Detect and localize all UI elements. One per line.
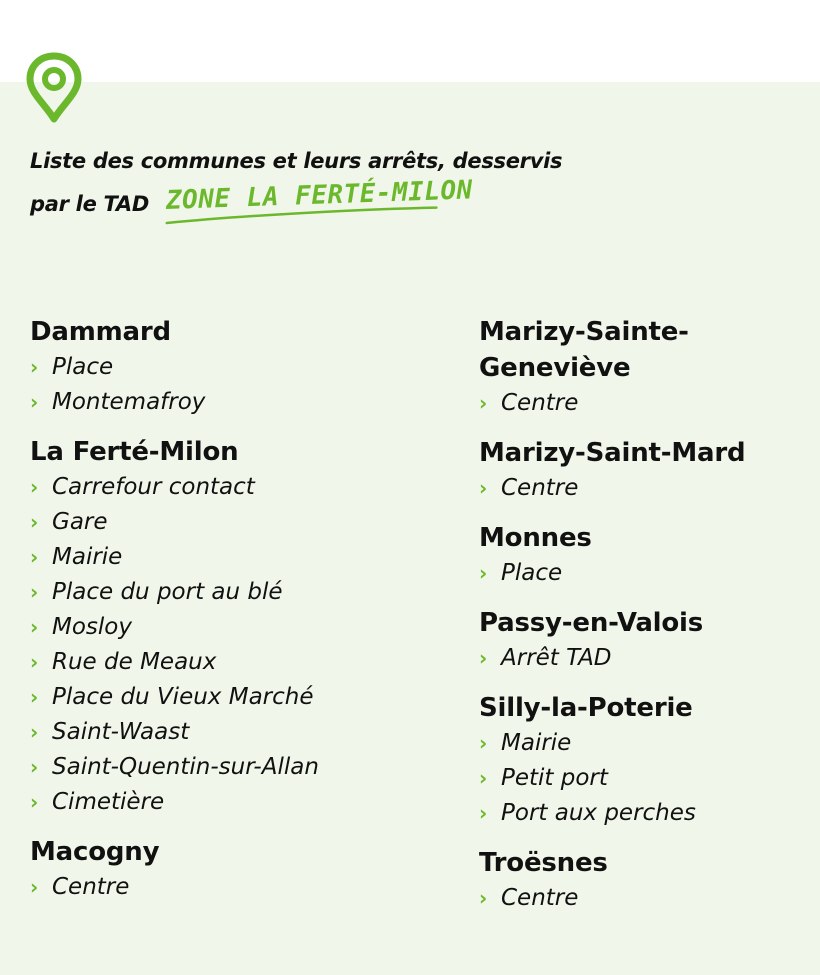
stop-list (479, 641, 814, 676)
chevron-right-icon: › (30, 720, 39, 744)
chevron-right-icon: › (30, 510, 39, 534)
stop-label: Carrefour contact (52, 474, 255, 500)
commune-passy-en-valois (479, 605, 814, 676)
stop-item (479, 641, 814, 676)
stop-list (479, 881, 814, 916)
stop-list (479, 726, 814, 831)
intro-text (30, 140, 562, 225)
stop-label: Mairie (52, 544, 123, 570)
commune-name: Troësnes (479, 848, 608, 878)
commune-name-line: Geneviève (479, 353, 631, 383)
stop-item (30, 470, 450, 505)
stop-label: Montemafroy (52, 389, 206, 415)
stop-item (30, 505, 450, 540)
chevron-right-icon: › (30, 875, 39, 899)
stop-item (30, 575, 450, 610)
stop-label: Arrêt TAD (501, 645, 612, 671)
commune-name-line: Marizy-Sainte- (479, 317, 689, 347)
stop-item (30, 870, 450, 905)
stop-label: Saint-Quentin-sur-Allan (52, 754, 319, 780)
chevron-right-icon: › (479, 391, 488, 415)
intro-line-2 (30, 175, 562, 225)
commune-name: Silly-la-Poterie (479, 693, 693, 723)
intro-line-2-text: par le TAD (30, 192, 150, 216)
chevron-right-icon: › (479, 886, 488, 910)
stop-item (479, 471, 814, 506)
location-pin-icon (25, 52, 83, 124)
commune-name: Marizy-Saint-Mard (479, 438, 746, 468)
stop-item (479, 386, 814, 421)
intro-line-1: Liste des communes et leurs arrêts, desservis (30, 149, 563, 173)
stop-item (30, 785, 450, 820)
chevron-right-icon: › (30, 615, 39, 639)
stop-label: Gare (52, 509, 108, 535)
stop-item (30, 350, 450, 385)
stop-list (30, 870, 450, 905)
communes-column-left (30, 314, 450, 919)
stop-label: Petit port (501, 765, 608, 791)
stop-label: Place du port au blé (52, 579, 283, 605)
communes-column-right (479, 314, 814, 930)
commune-marizy-sainte-genevieve (479, 314, 814, 421)
stop-label: Rue de Meaux (52, 649, 217, 675)
stop-item (30, 645, 450, 680)
stop-label: Mairie (501, 730, 572, 756)
chevron-right-icon: › (30, 475, 39, 499)
stop-item (479, 761, 814, 796)
commune-troesnes (479, 845, 814, 916)
stop-item (479, 796, 814, 831)
commune-monnes (479, 520, 814, 591)
stop-label: Saint-Waast (52, 719, 190, 745)
chevron-right-icon: › (30, 355, 39, 379)
commune-marizy-saint-mard (479, 435, 814, 506)
chevron-right-icon: › (479, 561, 488, 585)
stop-label: Place (501, 560, 563, 586)
chevron-right-icon: › (30, 790, 39, 814)
chevron-right-icon: › (479, 476, 488, 500)
chevron-right-icon: › (479, 646, 488, 670)
stop-label: Place (52, 354, 114, 380)
chevron-right-icon: › (30, 755, 39, 779)
stop-label: Centre (501, 475, 579, 501)
stop-list (479, 556, 814, 591)
commune-macogny (30, 834, 450, 905)
commune-name: Passy-en-Valois (479, 608, 704, 638)
commune-name: Macogny (30, 837, 160, 867)
chevron-right-icon: › (30, 685, 39, 709)
stop-list (479, 471, 814, 506)
stop-label: Port aux perches (501, 800, 696, 826)
commune-name: Monnes (479, 523, 592, 553)
stop-label: Mosloy (52, 614, 132, 640)
commune-la-ferte-milon (30, 434, 450, 820)
stop-item (30, 680, 450, 715)
stop-label: Centre (501, 885, 579, 911)
stop-item (479, 881, 814, 916)
chevron-right-icon: › (479, 766, 488, 790)
zone-label-text: ZONE LA FERTÉ-MILON (165, 175, 474, 216)
stop-item (30, 715, 450, 750)
stop-label: Centre (52, 874, 130, 900)
stop-item (479, 556, 814, 591)
stop-item (30, 385, 450, 420)
stop-list (30, 350, 450, 420)
chevron-right-icon: › (479, 731, 488, 755)
commune-name: La Ferté-Milon (30, 437, 239, 467)
stop-item (30, 540, 450, 575)
commune-name: Dammard (30, 317, 171, 347)
chevron-right-icon: › (30, 545, 39, 569)
stop-label: Centre (501, 390, 579, 416)
commune-name (479, 314, 814, 386)
chevron-right-icon: › (479, 801, 488, 825)
stop-label: Place du Vieux Marché (52, 684, 314, 710)
chevron-right-icon: › (30, 390, 39, 414)
chevron-right-icon: › (30, 650, 39, 674)
stop-item (479, 726, 814, 761)
stop-label: Cimetière (52, 789, 165, 815)
commune-dammard (30, 314, 450, 420)
stop-item (30, 610, 450, 645)
stop-list (30, 470, 450, 820)
chevron-right-icon: › (30, 580, 39, 604)
commune-silly-la-poterie (479, 690, 814, 831)
stop-item (30, 750, 450, 785)
stop-list (479, 386, 814, 421)
